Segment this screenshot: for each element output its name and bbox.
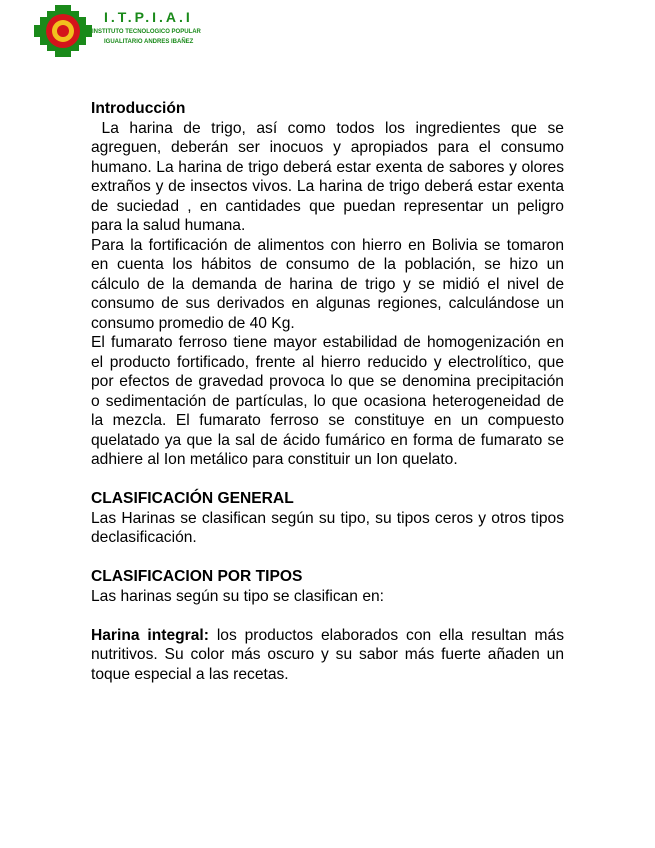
intro-paragraph-1: La harina de trigo, así como todos los ingredientes que se agreguen, deberán ser inocuos y apropiados para el consumo humano. La harina de trigo deberá estar exenta de sabores y olores extraños y de insectos vivos. La harina de trigo deberá estar exenta de suciedad , en cantidades que puedan representar un peligro para la salud humana. [91, 119, 569, 234]
institution-name-line2: IGUALITARIO ANDRES IBAÑEZ [104, 39, 194, 45]
types-classification-heading: CLASIFICACION POR TIPOS [91, 568, 303, 585]
institution-acronym: I.T.P.I.A.I [104, 9, 193, 25]
intro-heading: Introducción [91, 100, 186, 117]
general-classification-heading: CLASIFICACIÓN GENERAL [91, 490, 294, 507]
general-classification-text: Las Harinas se clasifican según su tipo, su tipos ceros y otros tipos declasificación. [91, 509, 564, 546]
intro-paragraph-3: El fumarato ferroso tiene mayor estabilidad de homogenización en el producto fortificado, frente al hierro reducido y electrolítico, que por efectos de gravedad provoca lo que se denomina precipitación o sedimentación de partículas, lo que ocasiona heterogeneidad de la mezcla. El fumarato ferroso se constituye en un compuesto quelatado ya que la sal de ácido fumárico en forma de fumarato se adhiere al Ion metálico para constituir un Ion quelato. [91, 334, 564, 468]
institution-seal-icon [34, 5, 92, 57]
document-header [34, 5, 234, 57]
types-classification-text: Las harinas según su tipo se clasifican en: [91, 587, 384, 605]
document-body [91, 99, 569, 684]
intro-paragraph-2: Para la fortificación de alimentos con hierro en Bolivia se tomaron en cuenta los hábitos de consumo de la población, se hizo un cálculo de la demanda de harina de trigo y se midió el nivel de consumo de sus derivados en algunas regiones, calculándose un consumo promedio de 40 Kg. [91, 236, 564, 332]
integral-flour-label: Harina integral: [91, 626, 209, 644]
institution-name-line1: INSTITUTO TECNOLOGICO POPULAR [92, 29, 201, 35]
integral-flour-paragraph [91, 626, 564, 685]
integral-flour-text: los productos elaborados con ella resultan más nutritivos. Su color más oscuro y su sabor más fuerte añaden un toque especial a las recetas. [91, 626, 564, 683]
